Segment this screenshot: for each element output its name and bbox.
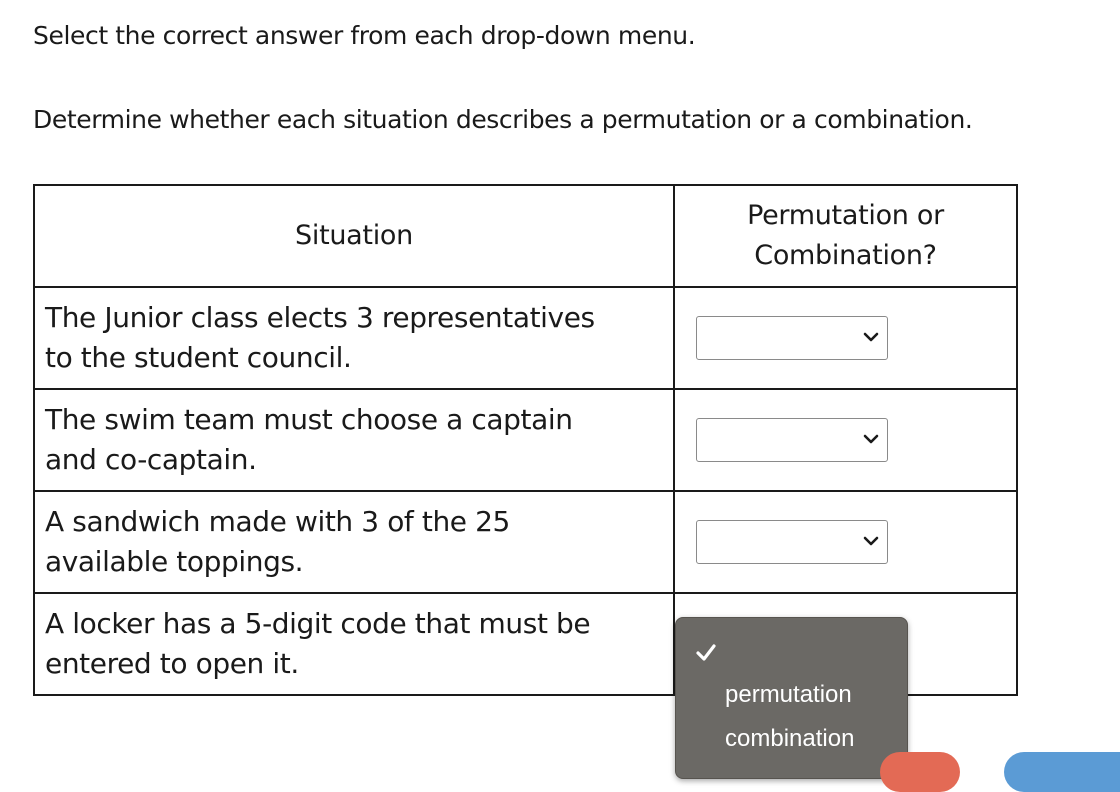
- situation-text-line1: The Junior class elects 3 representatives: [45, 301, 595, 334]
- situation-cell: [34, 389, 674, 491]
- table-row: [34, 287, 1017, 389]
- table-row: [34, 389, 1017, 491]
- situation-text-line1: The swim team must choose a captain: [45, 403, 573, 436]
- answer-dropdown-2[interactable]: [696, 418, 888, 462]
- answer-dropdown-1[interactable]: [696, 316, 888, 360]
- answer-dropdown-3[interactable]: [696, 520, 888, 564]
- action-button-partial[interactable]: [880, 752, 960, 792]
- question-prompt: Determine whether each situation describes a permutation or a combination.: [33, 105, 973, 134]
- situation-cell: [34, 593, 674, 695]
- situation-cell: [34, 491, 674, 593]
- menu-option-combination[interactable]: combination: [725, 725, 855, 752]
- chevron-down-icon: [863, 433, 879, 445]
- situation-text-line1: A sandwich made with 3 of the 25: [45, 505, 510, 538]
- table-header-row: [34, 185, 1017, 287]
- chevron-down-icon: [863, 535, 879, 547]
- answer-cell: [674, 287, 1017, 389]
- answer-cell: [674, 491, 1017, 593]
- checkmark-icon: [695, 641, 717, 663]
- situation-cell: [34, 287, 674, 389]
- table-row: [34, 491, 1017, 593]
- answer-cell: [674, 389, 1017, 491]
- situation-text-line2: and co-captain.: [45, 443, 257, 476]
- header-answer-line2: Combination?: [754, 240, 937, 271]
- chevron-down-icon: [863, 331, 879, 343]
- header-permutation-or-combination: [674, 185, 1017, 287]
- next-button-partial[interactable]: [1004, 752, 1120, 792]
- instruction-text: Select the correct answer from each drop-down menu.: [33, 21, 696, 50]
- header-answer-line1: Permutation or: [747, 200, 944, 231]
- situation-text-line2: entered to open it.: [45, 647, 299, 680]
- situation-text-line1: A locker has a 5-digit code that must be: [45, 607, 591, 640]
- situation-text-line2: available toppings.: [45, 545, 304, 578]
- menu-option-permutation[interactable]: permutation: [725, 681, 852, 708]
- dropdown-menu-open[interactable]: [675, 617, 908, 779]
- header-situation: Situation: [34, 185, 674, 287]
- situation-text-line2: to the student council.: [45, 341, 352, 374]
